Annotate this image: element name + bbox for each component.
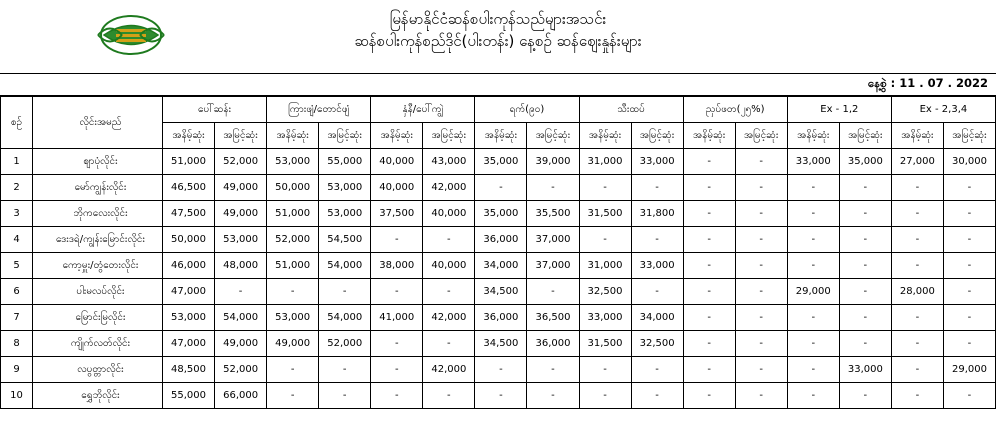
price-cell: 31,000 — [579, 253, 631, 279]
price-cell: - — [631, 279, 683, 305]
row-index: 4 — [1, 227, 33, 253]
price-cell: 35,000 — [475, 201, 527, 227]
price-cell: - — [891, 201, 943, 227]
price-cell: 51,000 — [267, 253, 319, 279]
price-cell: 39,000 — [527, 149, 579, 175]
price-cell: 37,000 — [527, 253, 579, 279]
table-row — [1, 331, 996, 357]
price-cell: - — [735, 149, 787, 175]
subheader-min-1: အနိမ့်ဆုံး — [267, 123, 319, 149]
price-cell: 33,000 — [787, 149, 839, 175]
price-cell: - — [527, 175, 579, 201]
document-header — [0, 0, 996, 74]
row-index: 7 — [1, 305, 33, 331]
price-cell: - — [735, 305, 787, 331]
price-cell: 53,000 — [267, 149, 319, 175]
price-cell: 42,000 — [423, 175, 475, 201]
price-cell: - — [735, 383, 787, 409]
price-cell: - — [891, 227, 943, 253]
header-line-name: လိုင်းအမည် — [33, 97, 163, 149]
row-line-name: ကျိုက်လတ်လိုင်း — [33, 331, 163, 357]
price-cell: - — [371, 331, 423, 357]
document-title-line2: ဆန်စပါးကုန်စည်ဒိုင်(ပါးတန်း) နေ့စဉ် ဆန်ဈေးနှုန်းများ — [354, 32, 642, 50]
price-cell: - — [371, 357, 423, 383]
price-cell: 28,000 — [891, 279, 943, 305]
price-cell: 29,000 — [787, 279, 839, 305]
price-cell: - — [683, 305, 735, 331]
price-cell: 36,000 — [475, 305, 527, 331]
price-cell: 41,000 — [371, 305, 423, 331]
price-cell: 33,000 — [631, 253, 683, 279]
subheader-min-5: အနိမ့်ဆုံး — [683, 123, 735, 149]
row-index: 3 — [1, 201, 33, 227]
subheader-min-4: အနိမ့်ဆုံး — [579, 123, 631, 149]
price-cell: 47,500 — [163, 201, 215, 227]
price-cell: 53,000 — [163, 305, 215, 331]
price-cell: - — [215, 279, 267, 305]
price-cell: 51,000 — [163, 149, 215, 175]
price-cell: - — [683, 253, 735, 279]
price-cell: - — [579, 357, 631, 383]
date-row — [0, 74, 996, 96]
price-cell: - — [423, 227, 475, 253]
price-cell: 32,500 — [579, 279, 631, 305]
price-cell: - — [475, 357, 527, 383]
price-cell: - — [735, 175, 787, 201]
price-cell: - — [943, 227, 995, 253]
price-cell: 50,000 — [267, 175, 319, 201]
header-index: စဉ် — [1, 97, 33, 149]
table-row — [1, 227, 996, 253]
price-cell: 37,000 — [527, 227, 579, 253]
header-group-7: Ex - 2,3,4 — [891, 97, 995, 123]
price-cell: - — [787, 253, 839, 279]
price-cell: - — [631, 227, 683, 253]
table-row — [1, 201, 996, 227]
price-cell: - — [579, 383, 631, 409]
price-cell: 27,000 — [891, 149, 943, 175]
header-group-3: ရက်(၉၀) — [475, 97, 579, 123]
price-cell: 46,500 — [163, 175, 215, 201]
subheader-min-3: အနိမ့်ဆုံး — [475, 123, 527, 149]
price-cell: - — [787, 227, 839, 253]
price-cell: 53,000 — [319, 175, 371, 201]
price-cell: - — [735, 227, 787, 253]
price-cell: - — [631, 357, 683, 383]
table-header — [1, 97, 996, 149]
price-cell: - — [943, 201, 995, 227]
price-cell: - — [267, 383, 319, 409]
price-cell: - — [735, 253, 787, 279]
price-cell: 53,000 — [319, 201, 371, 227]
price-cell: - — [371, 279, 423, 305]
price-cell: - — [527, 383, 579, 409]
price-cell: - — [319, 357, 371, 383]
subheader-min-0: အနိမ့်ဆုံး — [163, 123, 215, 149]
row-line-name: လပွတ္တာလိုင်း — [33, 357, 163, 383]
price-cell: - — [839, 331, 891, 357]
price-cell: 31,500 — [579, 331, 631, 357]
header-group-2: နှံနီ/ပေါ်ကျွဲ — [371, 97, 475, 123]
price-cell: 33,000 — [631, 149, 683, 175]
price-cell: - — [839, 201, 891, 227]
price-cell: - — [943, 305, 995, 331]
price-cell: - — [943, 279, 995, 305]
price-cell: 33,000 — [839, 357, 891, 383]
price-cell: - — [579, 175, 631, 201]
header-group-5: ညှပ်ဖတ(၂၅%) — [683, 97, 787, 123]
table-row — [1, 253, 996, 279]
price-cell: 52,000 — [215, 149, 267, 175]
header-group-6: Ex - 1,2 — [787, 97, 891, 123]
price-cell: - — [527, 357, 579, 383]
price-cell: - — [631, 175, 683, 201]
price-cell: - — [787, 331, 839, 357]
price-cell: - — [683, 279, 735, 305]
price-cell: 52,000 — [319, 331, 371, 357]
subheader-min-7: အနိမ့်ဆုံး — [891, 123, 943, 149]
price-cell: - — [943, 331, 995, 357]
row-line-name: ရွှေဘိုလိုင်း — [33, 383, 163, 409]
price-cell: 47,000 — [163, 279, 215, 305]
price-cell: - — [891, 253, 943, 279]
price-cell: - — [943, 253, 995, 279]
price-cell: - — [839, 253, 891, 279]
price-cell: 53,000 — [215, 227, 267, 253]
price-cell: 54,000 — [319, 253, 371, 279]
price-cell: 54,000 — [215, 305, 267, 331]
price-cell: - — [735, 357, 787, 383]
price-cell: 43,000 — [423, 149, 475, 175]
row-index: 5 — [1, 253, 33, 279]
price-cell: 38,000 — [371, 253, 423, 279]
subheader-max-7: အမြင့်ဆုံး — [943, 123, 995, 149]
price-cell: - — [683, 227, 735, 253]
title-block — [0, 8, 996, 52]
price-cell: - — [735, 201, 787, 227]
row-index: 2 — [1, 175, 33, 201]
price-cell: 30,000 — [943, 149, 995, 175]
table-row — [1, 149, 996, 175]
row-index: 6 — [1, 279, 33, 305]
row-line-name: မြောင်းမြလိုင်း — [33, 305, 163, 331]
price-cell: 49,000 — [215, 201, 267, 227]
row-line-name: ကော့မှူး/တွံတေးလိုင်း — [33, 253, 163, 279]
price-cell: 36,000 — [475, 227, 527, 253]
subheader-max-4: အမြင့်ဆုံး — [631, 123, 683, 149]
price-cell: - — [579, 227, 631, 253]
price-cell: - — [891, 383, 943, 409]
price-cell: 52,000 — [267, 227, 319, 253]
price-cell: 34,500 — [475, 279, 527, 305]
price-cell: 35,000 — [839, 149, 891, 175]
price-cell: - — [683, 383, 735, 409]
price-cell: - — [319, 383, 371, 409]
price-cell: 49,000 — [215, 331, 267, 357]
price-cell: 46,000 — [163, 253, 215, 279]
price-cell: - — [475, 383, 527, 409]
price-cell: 34,000 — [631, 305, 683, 331]
price-cell: 47,000 — [163, 331, 215, 357]
price-cell: 49,000 — [267, 331, 319, 357]
row-index: 9 — [1, 357, 33, 383]
table-header-group-row — [1, 97, 996, 123]
table-body — [1, 149, 996, 409]
header-group-1: ကြားဖျံ/တောင်ဖျံ — [267, 97, 371, 123]
subheader-max-3: အမြင့်ဆုံး — [527, 123, 579, 149]
table-row — [1, 305, 996, 331]
document-date: နေ့စွဲ : 11 . 07 . 2022 — [867, 76, 988, 90]
document-title-line1: မြန်မာနိုင်ငံဆန်စပါးကုန်သည်များအသင်း — [389, 10, 607, 28]
price-cell: - — [319, 279, 371, 305]
price-cell: - — [839, 227, 891, 253]
price-cell: - — [423, 331, 475, 357]
header-group-4: သီးထပ် — [579, 97, 683, 123]
header-group-0: ပေါ်ဆန်း — [163, 97, 267, 123]
price-cell: - — [423, 383, 475, 409]
price-cell: - — [891, 175, 943, 201]
price-cell: - — [839, 305, 891, 331]
price-cell: - — [891, 331, 943, 357]
price-cell: 48,500 — [163, 357, 215, 383]
price-cell: - — [943, 383, 995, 409]
price-cell: 31,800 — [631, 201, 683, 227]
price-cell: 35,000 — [475, 149, 527, 175]
price-cell: - — [267, 357, 319, 383]
row-index: 1 — [1, 149, 33, 175]
row-line-name: ဒေးဒရဲ/ကျွန်းမြောင်းလိုင်း — [33, 227, 163, 253]
price-cell: - — [423, 279, 475, 305]
price-cell: - — [683, 149, 735, 175]
price-cell: - — [735, 279, 787, 305]
price-cell: - — [787, 383, 839, 409]
subheader-max-0: အမြင့်ဆုံး — [215, 123, 267, 149]
price-cell: 49,000 — [215, 175, 267, 201]
row-line-name: ဘိုကလေးလိုင်း — [33, 201, 163, 227]
price-cell: - — [371, 383, 423, 409]
price-cell: - — [631, 383, 683, 409]
price-cell: 33,000 — [579, 305, 631, 331]
subheader-max-2: အမြင့်ဆုံး — [423, 123, 475, 149]
price-cell: 31,000 — [579, 149, 631, 175]
price-cell: 40,000 — [423, 201, 475, 227]
price-cell: 42,000 — [423, 357, 475, 383]
price-cell: - — [683, 175, 735, 201]
subheader-max-5: အမြင့်ဆုံး — [735, 123, 787, 149]
row-line-name: ဈာပုံလိုင်း — [33, 149, 163, 175]
price-cell: - — [475, 175, 527, 201]
price-cell: - — [787, 357, 839, 383]
price-cell: 36,000 — [527, 331, 579, 357]
table-row — [1, 175, 996, 201]
price-cell: - — [891, 305, 943, 331]
table-row — [1, 279, 996, 305]
price-cell: 54,500 — [319, 227, 371, 253]
price-cell: 50,000 — [163, 227, 215, 253]
price-cell: 36,500 — [527, 305, 579, 331]
price-cell: - — [683, 331, 735, 357]
price-cell: - — [839, 279, 891, 305]
price-cell: 52,000 — [215, 357, 267, 383]
row-line-name: ပါးမလပ်လိုင်း — [33, 279, 163, 305]
price-cell: - — [891, 357, 943, 383]
price-cell: 55,000 — [163, 383, 215, 409]
subheader-min-2: အနိမ့်ဆုံး — [371, 123, 423, 149]
row-index: 8 — [1, 331, 33, 357]
price-cell: - — [683, 357, 735, 383]
price-cell: 40,000 — [371, 175, 423, 201]
price-cell: - — [839, 175, 891, 201]
price-cell: 32,500 — [631, 331, 683, 357]
subheader-min-6: အနိမ့်ဆုံး — [787, 123, 839, 149]
subheader-max-6: အမြင့်ဆုံး — [839, 123, 891, 149]
price-cell: - — [787, 201, 839, 227]
subheader-max-1: အမြင့်ဆုံး — [319, 123, 371, 149]
price-cell: 66,000 — [215, 383, 267, 409]
price-cell: 54,000 — [319, 305, 371, 331]
price-cell: - — [267, 279, 319, 305]
price-cell: 55,000 — [319, 149, 371, 175]
price-cell: - — [839, 383, 891, 409]
price-cell: - — [527, 279, 579, 305]
price-cell: 37,500 — [371, 201, 423, 227]
price-cell: - — [787, 175, 839, 201]
price-cell: - — [683, 201, 735, 227]
price-cell: 34,000 — [475, 253, 527, 279]
price-cell: 34,500 — [475, 331, 527, 357]
row-index: 10 — [1, 383, 33, 409]
price-cell: - — [943, 175, 995, 201]
price-cell: 31,500 — [579, 201, 631, 227]
price-cell: 53,000 — [267, 305, 319, 331]
price-cell: 35,500 — [527, 201, 579, 227]
row-line-name: မော်ကျွန်းလိုင်း — [33, 175, 163, 201]
price-cell: - — [735, 331, 787, 357]
price-cell: - — [787, 305, 839, 331]
table-row — [1, 357, 996, 383]
price-table — [0, 96, 996, 409]
price-cell: 42,000 — [423, 305, 475, 331]
price-cell: 51,000 — [267, 201, 319, 227]
table-row — [1, 383, 996, 409]
price-cell: 48,000 — [215, 253, 267, 279]
price-cell: 29,000 — [943, 357, 995, 383]
price-cell: - — [371, 227, 423, 253]
price-cell: 40,000 — [423, 253, 475, 279]
price-cell: 40,000 — [371, 149, 423, 175]
